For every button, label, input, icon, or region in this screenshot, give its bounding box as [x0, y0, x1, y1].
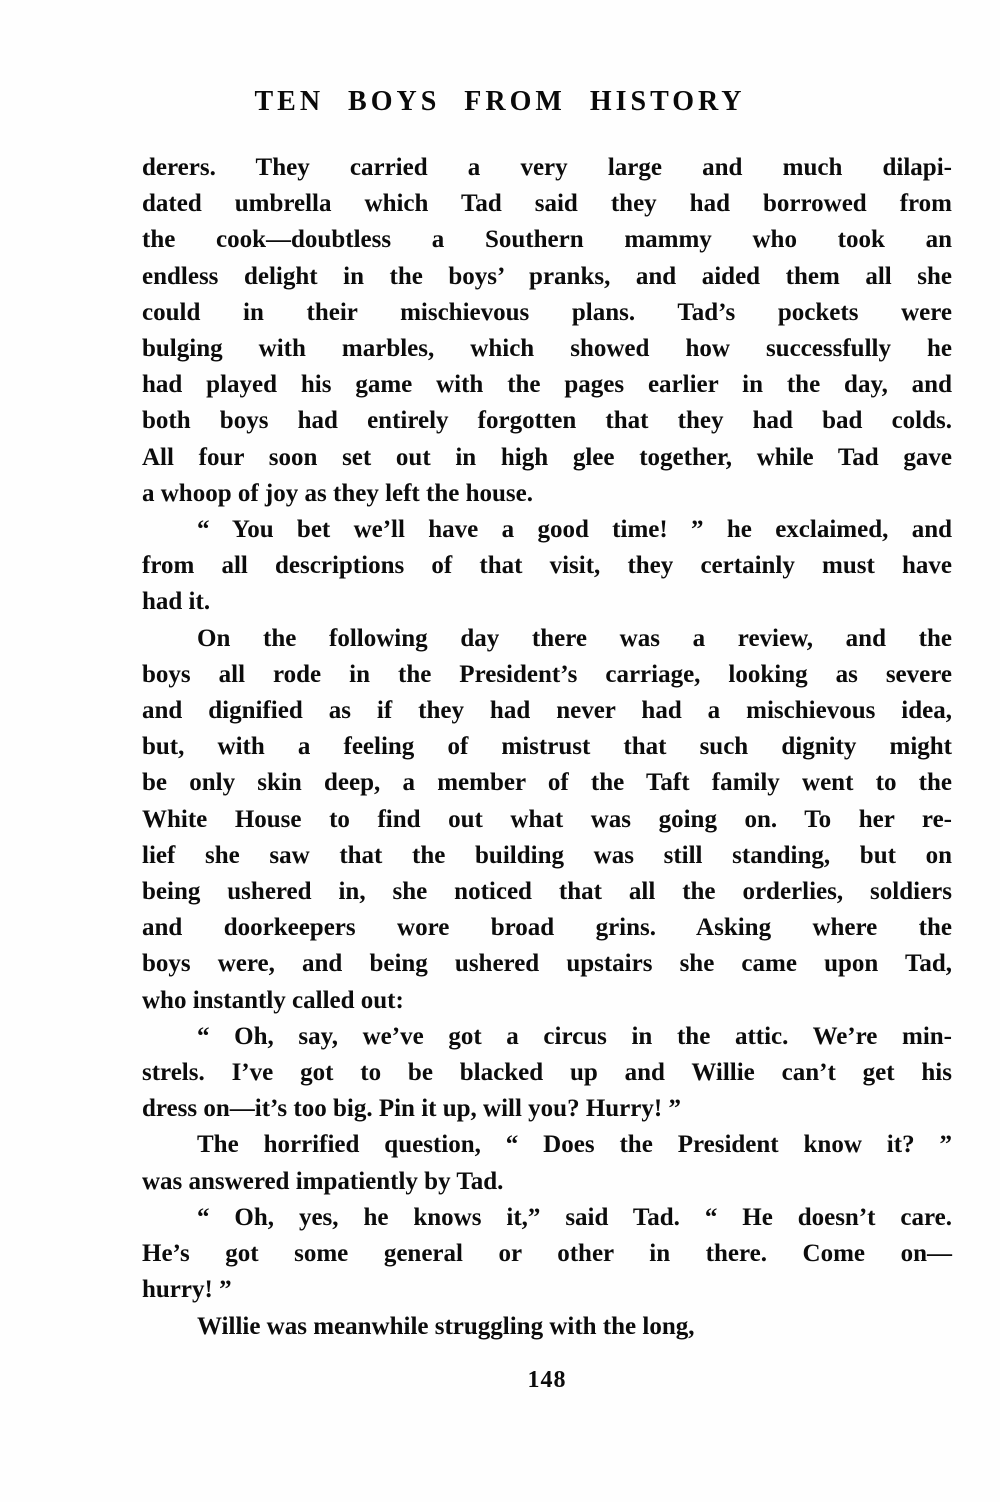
text-line: could in their mischievous plans. Tad’s pockets were [142, 298, 952, 326]
text-line: had played his game with the pages earlier in the day, and [142, 371, 952, 399]
text-line: and doorkeepers wore broad grins. Asking where the [142, 914, 952, 942]
running-head: TEN BOYS FROM HISTORY [254, 86, 746, 117]
text-line: He’s got some general or other in there. Come on— [142, 1240, 952, 1268]
text-line: being ushered in, she noticed that all the orderlies, soldiers [142, 878, 952, 906]
text-line: endless delight in the boys’ pranks, and aided them all she [142, 262, 952, 290]
text-line: “ Oh, yes, he knows it,” said Tad. “ He doesn’t care. [197, 1203, 952, 1231]
text-line: On the following day there was a review, and the [197, 624, 952, 652]
text-line: All four soon set out in high glee together, while Tad gave [142, 443, 952, 471]
text-line: boys all rode in the President’s carriage, looking as severe [142, 660, 952, 688]
text-line: strels. I’ve got to be blacked up and Willie can’t get his [142, 1059, 952, 1087]
paragraph [142, 1200, 952, 1309]
text-line: had it. [142, 588, 211, 616]
text-block [142, 150, 952, 1345]
text-line: a whoop of joy as they left the house. [142, 479, 533, 507]
text-line: but, with a feeling of mistrust that such dignity might [142, 733, 952, 761]
text-line: who instantly called out: [142, 986, 404, 1014]
text-line: “ Oh, say, we’ve got a circus in the attic. We’re min- [197, 1022, 952, 1050]
text-line: derers. They carried a very large and much dilapi- [142, 154, 952, 181]
text-line: was answered impatiently by Tad. [142, 1167, 504, 1195]
text-line: White House to find out what was going on. To her re- [142, 805, 952, 833]
text-line: and dignified as if they had never had a mischievous idea, [142, 697, 952, 725]
text-line: “ You bet we’ll have a good time! ” he exclaimed, and [197, 516, 952, 544]
paragraph [142, 150, 952, 512]
text-line: The horrified question, “ Does the President know it? ” [197, 1131, 952, 1159]
text-line: bulging with marbles, which showed how successfully he [142, 335, 952, 363]
paragraph [142, 1019, 952, 1128]
text-line: boys were, and being ushered upstairs she came upon Tad, [142, 950, 952, 978]
text-line: from all descriptions of that visit, they certainly must have [142, 552, 952, 580]
page-number: 148 [527, 1366, 567, 1393]
text-line: be only skin deep, a member of the Taft family went to the [142, 769, 952, 797]
text-line: dated umbrella which Tad said they had borrowed from [142, 190, 952, 218]
text-line: both boys had entirely forgotten that they had bad colds. [142, 407, 952, 435]
text-line: the cook—doubtless a Southern mammy who took an [142, 226, 952, 254]
text-line: lief she saw that the building was still standing, but on [142, 841, 952, 869]
paragraph [142, 621, 952, 1019]
paragraph [142, 1309, 952, 1345]
paragraph [142, 1127, 952, 1199]
text-line: Willie was meanwhile struggling with the long, [197, 1312, 695, 1340]
text-line: hurry! ” [142, 1276, 232, 1304]
text-line: dress on—it’s too big. Pin it up, will you? Hurry! ” [142, 1095, 681, 1123]
paragraph [142, 512, 952, 621]
